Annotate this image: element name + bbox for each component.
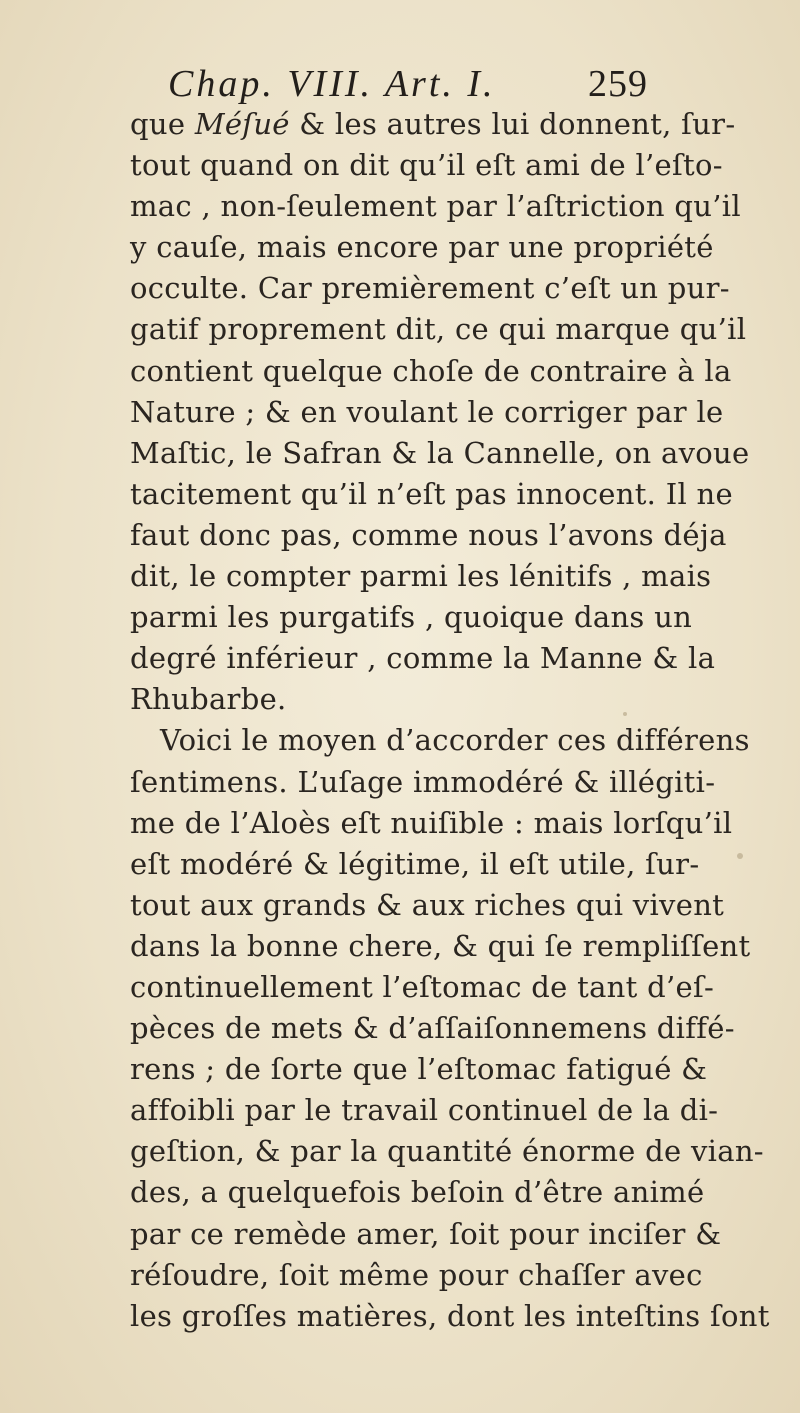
body-text — [130, 104, 770, 1337]
paper-speck — [737, 853, 743, 859]
text-line: occulte. Car premièrement c’eſt un pur- — [130, 271, 730, 306]
text-line: y cauſe, mais encore par une propriété — [130, 230, 714, 265]
page-number: 259 — [588, 63, 648, 105]
text-line: tout quand on dit qu’il eſt ami de l’eſto- — [130, 148, 723, 183]
text-line: contient quelque choſe de contraire à la — [130, 353, 732, 388]
paper-speck — [623, 712, 627, 716]
text-line: Rhubarbe. — [130, 682, 287, 717]
text-line: gatif proprement dit, ce qui marque qu’il — [130, 312, 747, 347]
text-line: faut donc pas, comme nous l’avons déja — [130, 517, 727, 552]
italic-name: Méſué — [194, 107, 290, 141]
text-line: Maſtic, le Safran & la Cannelle, on avoue — [130, 435, 750, 470]
text-line: continuellement l’eſtomac de tant d’eſ- — [130, 969, 715, 1004]
text-line: affoibli par le travail continuel de la di- — [130, 1093, 719, 1128]
text-line: me de l’Aloès eſt nuiſible : mais lorſqu’il — [130, 805, 733, 840]
text-line: dit, le compter parmi les lénitifs , mais — [130, 559, 712, 594]
text-line: rens ; de ſorte que l’eſtomac fatigué & — [130, 1052, 708, 1087]
text-line: pèces de mets & d’aſſaiſonnemens diffé- — [130, 1011, 735, 1046]
text-fragment: que — [130, 107, 195, 141]
text-line: par ce remède amer, ſoit pour inciſer & — [130, 1216, 722, 1251]
text-fragment: & les autres lui donnent, ſur- — [289, 107, 736, 141]
text-line: degré inférieur , comme la Manne & la — [130, 641, 716, 676]
running-head: Chap. VIII. Art. I. — [168, 63, 496, 105]
text-line — [130, 104, 736, 145]
text-line: réſoudre, ſoit même pour chaſſer avec — [130, 1257, 703, 1292]
text-line: tacitement qu’il n’eſt pas innocent. Il ne — [130, 476, 733, 511]
text-line: ſentimens. L’uſage immodéré & illégiti- — [130, 764, 716, 799]
text-line: Nature ; & en voulant le corriger par le — [130, 394, 724, 429]
text-line: les groſſes matières, dont les inteſtins ſont — [130, 1298, 770, 1333]
text-line: des, a quelquefois beſoin d’être animé — [130, 1175, 705, 1210]
text-line: parmi les purgatifs , quoique dans un — [130, 600, 693, 635]
text-line: geſtion, & par la quantité énorme de vian- — [130, 1134, 764, 1169]
text-line: tout aux grands & aux riches qui vivent — [130, 887, 725, 922]
text-line: dans la bonne chere, & qui ſe rempliſſent — [130, 928, 751, 963]
page-header — [168, 62, 648, 106]
text-line: Voici le moyen d’accorder ces différens — [160, 723, 750, 758]
text-line: mac , non-ſeulement par l’aſtriction qu’il — [130, 189, 741, 224]
text-line: eſt modéré & légitime, il eſt utile, ſur- — [130, 846, 700, 881]
